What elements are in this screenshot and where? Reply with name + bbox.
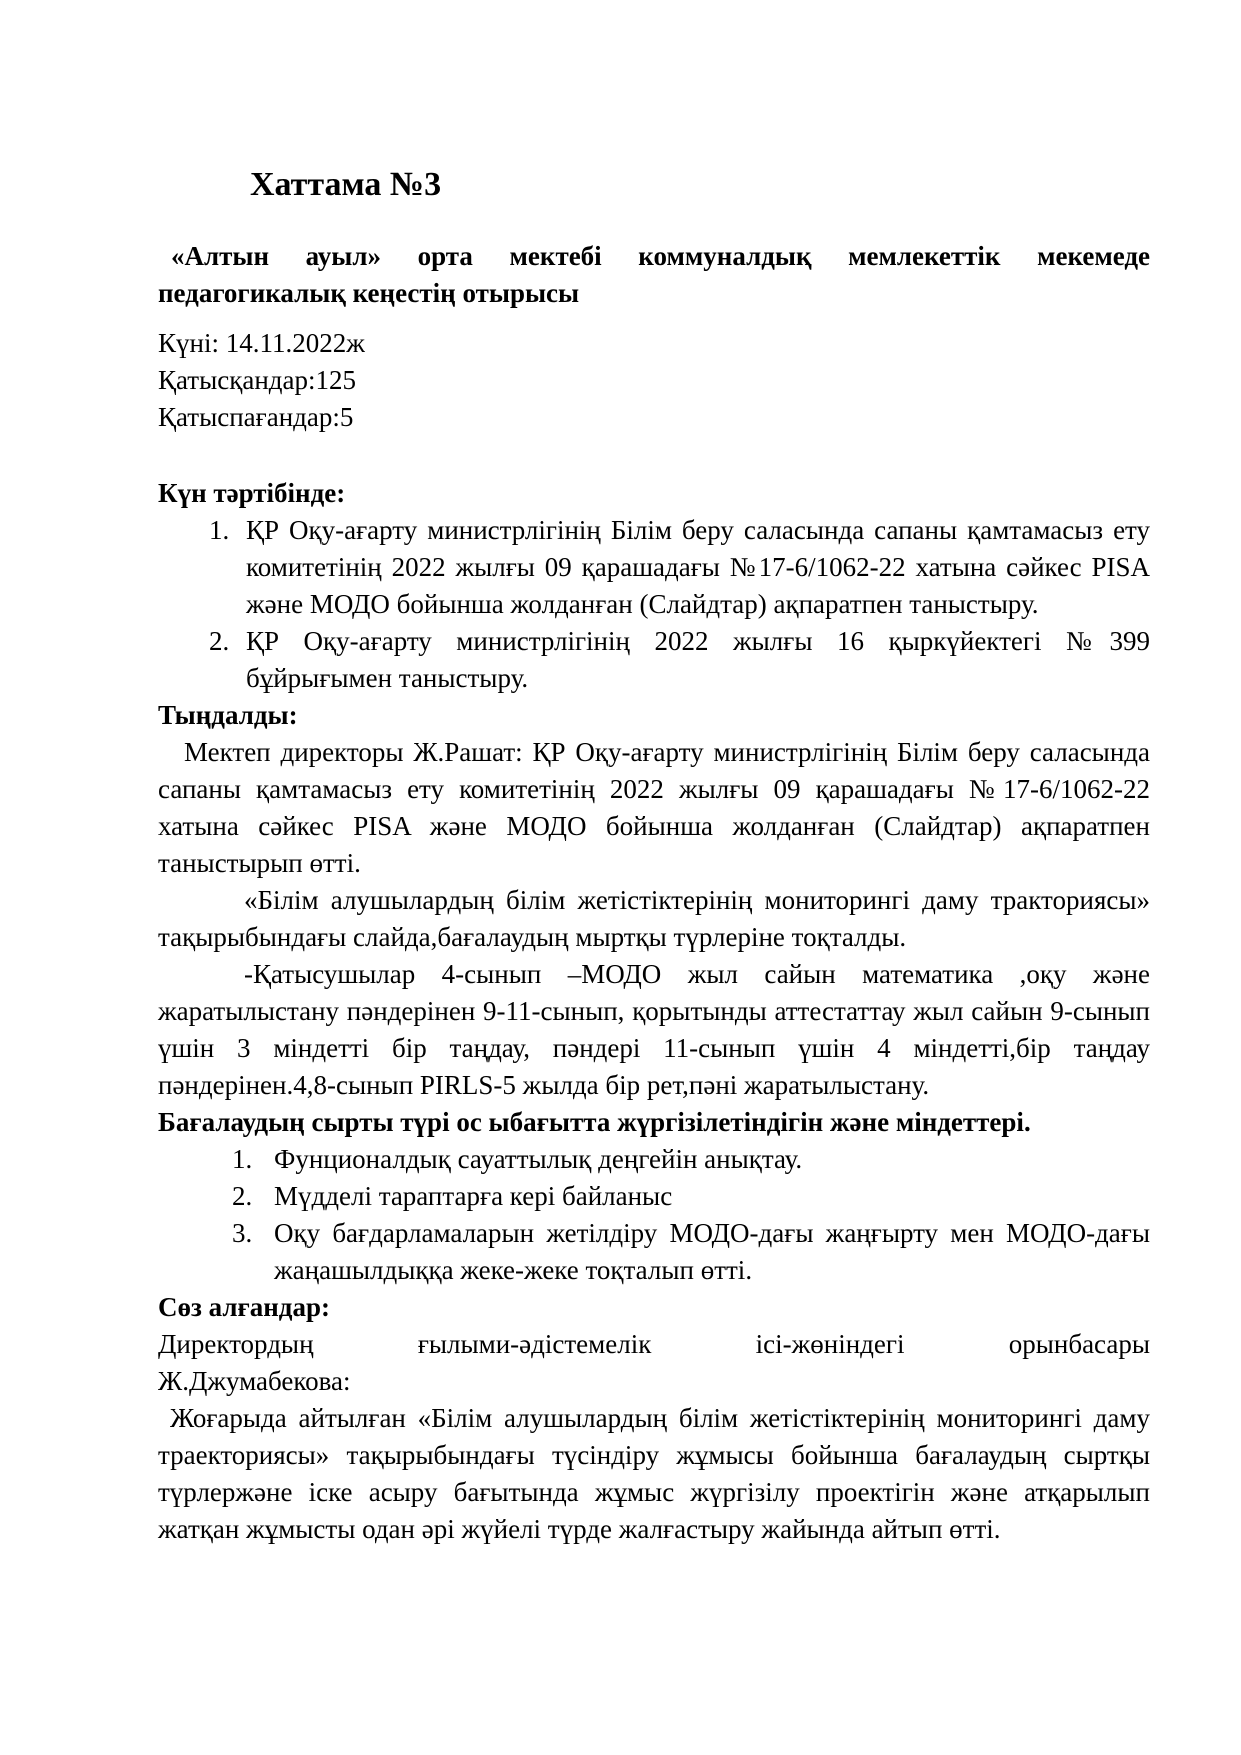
date-line: Күні: 14.11.2022ж (158, 328, 365, 358)
agenda-section-heading: Күн тәртібінде: (158, 478, 346, 508)
agenda-list (158, 512, 1150, 697)
speaker-paragraph: Жоғарыда айтылған «Білім алушылардың білім жетістіктерінің мониторингі даму траекториясы» тақырыбындағы түсіндіру жұмысы бойынша бағалаудың сыртқы түрлержәне іске асыру бағытында жұмыс жүргізілу проектігін және атқарылып жатқан жұмысты одан әрі жүйелі түрде жалғастыру жайында айтып өтті. (158, 1403, 1150, 1544)
speaker-intro-line-2: Ж.Джумабекова: (158, 1366, 351, 1396)
assessment-item-1: Фунционалдық сауаттылық деңгейін анықтау. (274, 1144, 803, 1174)
assessment-list (158, 1141, 1150, 1289)
speakers-section-heading: Сөз алғандар: (158, 1292, 330, 1322)
attended-count-line: Қатысқандар:125 (158, 365, 356, 395)
heard-paragraph-1: Мектеп директоры Ж.Рашат: ҚР Оқу-ағарту министрлігінің Білім беру саласында сапаны қамтамасыз ету комитетінің 2022 жылғы 09 қарашадағы №17-6/1062-22 хатына сәйкес PISA және МОДО бойынша жолданған (Слайдтар) ақпаратпен таныстырып өтті. (158, 737, 1150, 878)
assessment-item-2: Мүдделі тараптарға кері байланыс (274, 1181, 673, 1211)
absent-count-line: Қатыспағандар:5 (158, 402, 354, 432)
assessment-section-heading: Бағалаудың сырты түрі ос ыбағытта жүргізілетіндігін және міндеттері. (158, 1107, 1031, 1137)
heard-paragraph-2: «Білім алушылардың білім жетістіктерінің мониторингі даму тракториясы» тақырыбындағы слайда,бағалаудың мыртқы түрлеріне тоқталды. (158, 885, 1150, 952)
agenda-item-2: ҚР Оқу-ағарту министрлігінің 2022 жылғы 16 қыркүйектегі №399 бұйрығымен таныстыру. (246, 626, 1150, 693)
heard-section-heading: Тыңдалды: (158, 700, 298, 730)
document-title: Хаттама №3 (250, 166, 442, 203)
document-heading: «Алтын ауыл» орта мектебі коммуналдық мемлекеттік мекемеде педагогикалық кеңестің отырысы (158, 241, 1150, 308)
assessment-item-3: Оқу бағдарламаларын жетілдіру МОДО-дағы жаңғырту мен МОДО-дағы жаңашылдыққа жеке-жеке тоқталып өтті. (274, 1218, 1150, 1285)
heard-paragraph-3: -Қатысушылар 4-сынып –МОДО жыл сайын математика ,оқу және жаратылыстану пәндерінен 9-11-сынып, қорытынды аттестаттау жыл сайын 9-сынып үшін 3 міндетті бір таңдау, пәндері 11-сынып үшін 4 міндетті,бір таңдау пәндерінен.4,8-сынып PIRLS-5 жылда бір рет,пәні жаратылыстану. (158, 959, 1150, 1100)
document-content (158, 165, 1150, 1548)
speaker-intro-line-1: Директордың ғылыми-әдістемелік ісі-жөніндегі орынбасары (158, 1329, 1150, 1359)
meta-block (158, 325, 1150, 436)
agenda-item-1: ҚР Оқу-ағарту министрлігінің Білім беру саласында сапаны қамтамасыз ету комитетінің 2022 жылғы 09 қарашадағы №17-6/1062-22 хатына сәйкес PISA және МОДО бойынша жолданған (Слайдтар) ақпаратпен таныстыру. (246, 515, 1150, 619)
